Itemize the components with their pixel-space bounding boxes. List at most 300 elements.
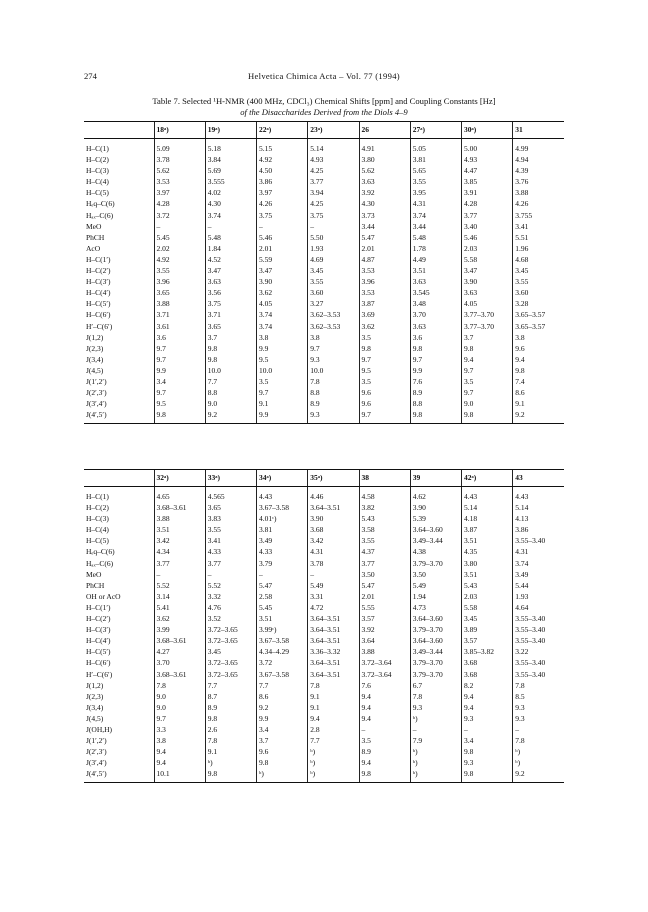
table-cell: 3.85	[462, 176, 513, 187]
table-cell: 9.0	[462, 398, 513, 409]
table-cell: 3.77	[205, 558, 256, 569]
row-label: H′–C(6′)	[86, 669, 113, 679]
table-cell: 3.73	[359, 210, 410, 221]
table-cell: 3.68–3.61	[154, 502, 205, 513]
table-cell: 4.99	[513, 139, 564, 155]
table-cell: 3.55	[154, 265, 205, 276]
table-cell: 3.48	[410, 298, 461, 309]
table-cell: 3.8	[513, 332, 564, 343]
table-row	[84, 376, 564, 387]
table-cell: 9.7	[257, 387, 308, 398]
table-cell: –	[308, 221, 359, 232]
table-cell: 3.555	[205, 176, 256, 187]
table-cell: 5.49	[410, 580, 461, 591]
table-cell: 4.47	[462, 165, 513, 176]
table-cell: 3.5	[359, 332, 410, 343]
row-label: H–C(4′)	[86, 636, 111, 646]
table-cell: 2.01	[257, 243, 308, 254]
table-cell: 4.65	[154, 487, 205, 503]
table-cell: 8.9	[308, 398, 359, 409]
table-cell: 3.64–3.51	[308, 613, 359, 624]
table-row	[84, 669, 564, 680]
table-cell: ᵇ)	[410, 768, 461, 783]
table-cell: –	[205, 221, 256, 232]
table-cell: 3.42	[154, 535, 205, 546]
table-cell: 3.60	[513, 287, 564, 298]
table-cell: 3.79–3.70	[410, 657, 461, 668]
table-row	[84, 187, 564, 198]
table-cell: 8.9	[359, 746, 410, 757]
table-cell: 9.7	[410, 354, 461, 365]
table-cell: ᵇ)	[257, 768, 308, 783]
table-cell: 7.9	[410, 735, 461, 746]
table-cell: 3.8	[257, 332, 308, 343]
table-cell: 4.30	[205, 198, 256, 209]
table-cell: –	[359, 724, 410, 735]
table-cell: 4.34	[154, 546, 205, 557]
row-label: Hₐₓ–C(6)	[86, 210, 114, 220]
table-header-row	[84, 470, 564, 487]
table-cell: 3.5	[359, 376, 410, 387]
row-label: J(4′,5′)	[84, 768, 154, 783]
table-cell: 4.01ᶜ)	[257, 513, 308, 524]
table-cell: 3.5	[359, 735, 410, 746]
table-cell: 9.2	[513, 409, 564, 424]
table-cell: 3.99	[154, 624, 205, 635]
table-row	[84, 713, 564, 724]
row-label: H–C(5)	[86, 536, 109, 546]
table-cell: 5.58	[462, 602, 513, 613]
table-cell: 3.90	[257, 276, 308, 287]
table-cell: 9.9	[257, 409, 308, 424]
table-cell: 5.46	[257, 232, 308, 243]
row-label: J(OH,H)	[86, 724, 113, 734]
table-cell: 4.26	[513, 198, 564, 209]
table-cell: 5.09	[154, 139, 205, 155]
row-label: H–C(2)	[86, 155, 109, 165]
row-label: Hₐₓ–C(6)	[86, 558, 114, 568]
row-label: H–C(3)	[86, 514, 109, 524]
table-cell: 3.51	[410, 265, 461, 276]
table-cell: 9.7	[462, 365, 513, 376]
row-label: J(4′,5′)	[84, 409, 154, 424]
table-cell: –	[257, 569, 308, 580]
table-cell: 9.3	[513, 702, 564, 713]
table-cell: 3.78	[154, 154, 205, 165]
table-cell: 10.1	[154, 768, 205, 783]
table-cell: 3.40	[462, 221, 513, 232]
table-cell: 3.68	[462, 657, 513, 668]
table-cell: 3.4	[462, 735, 513, 746]
table-row	[84, 502, 564, 513]
table-row	[84, 309, 564, 320]
table-row	[84, 624, 564, 635]
table-cell: 3.85–3.82	[462, 646, 513, 657]
table-row	[84, 232, 564, 243]
table-cell: 4.69	[308, 254, 359, 265]
table-cell: 3.44	[359, 221, 410, 232]
table-cell: 3.22	[513, 646, 564, 657]
table-cell: 7.7	[257, 680, 308, 691]
table-cell: 3.74	[257, 321, 308, 332]
table-cell: 9.7	[154, 387, 205, 398]
table-cell: ᵇ)	[513, 757, 564, 768]
table-cell: 5.47	[359, 580, 410, 591]
table-row	[84, 254, 564, 265]
table-cell: 9.4	[359, 713, 410, 724]
table-cell: 9.4	[308, 713, 359, 724]
table-cell: 3.71	[205, 309, 256, 320]
table-cell: 9.5	[257, 354, 308, 365]
table-cell: 9.3	[308, 354, 359, 365]
table-cell: 5.46	[462, 232, 513, 243]
table-cell: 3.53	[154, 176, 205, 187]
table-cell: 3.51	[257, 613, 308, 624]
table-cell: 3.77	[154, 558, 205, 569]
table-cell: 3.80	[359, 154, 410, 165]
table-cell: 3.83	[205, 513, 256, 524]
table-cell: 7.7	[205, 680, 256, 691]
table-cell: 3.72–3.65	[205, 635, 256, 646]
table-cell: 9.7	[359, 409, 410, 424]
column-header-compound: 38	[359, 470, 410, 487]
table-cell: 3.55	[359, 535, 410, 546]
table-cell: 2.8	[308, 724, 359, 735]
table-cell: –	[410, 724, 461, 735]
column-header-compound: 34ᵃ)	[257, 470, 308, 487]
table-cell: 5.55	[359, 602, 410, 613]
table-cell: 3.64	[359, 635, 410, 646]
table-cell: 3.92	[359, 187, 410, 198]
table-cell: 3.52	[205, 613, 256, 624]
row-label: J(3′,4′)	[86, 758, 107, 768]
table-cell: 3.88	[513, 187, 564, 198]
table-cell: 3.75	[257, 210, 308, 221]
table-cell: 4.25	[308, 198, 359, 209]
table-cell: 3.91	[462, 187, 513, 198]
table-cell: 3.5	[462, 376, 513, 387]
table-cell: 7.8	[205, 735, 256, 746]
table-cell: 3.64–3.51	[308, 669, 359, 680]
row-label: H–C(4)	[86, 525, 109, 535]
table-cell: 4.50	[257, 165, 308, 176]
table-cell: 9.1	[308, 691, 359, 702]
table-cell: 2.02	[154, 243, 205, 254]
table-row	[84, 398, 564, 409]
caption-line-1: Table 7. Selected ¹H-NMR (400 MHz, CDCl₃) Chemical Shifts [ppm] and Coupling Constants [Hz]	[152, 96, 496, 106]
row-label: H–C(6′)	[86, 658, 111, 668]
table-cell: 3.72–3.64	[359, 669, 410, 680]
column-header-label	[84, 470, 154, 487]
table-cell: 9.0	[154, 702, 205, 713]
table-row	[84, 298, 564, 309]
table-row	[84, 265, 564, 276]
table-cell: 10.0	[257, 365, 308, 376]
table-row	[84, 591, 564, 602]
row-label: J(2,3)	[86, 343, 104, 353]
table-cell: 3.56	[205, 287, 256, 298]
table-cell: 9.3	[513, 713, 564, 724]
table-cell: 5.14	[308, 139, 359, 155]
row-label: H–C(2′)	[86, 614, 111, 624]
table-cell: 3.65–3.57	[513, 321, 564, 332]
table-cell: 3.62	[257, 287, 308, 298]
table-cell: 3.62	[154, 613, 205, 624]
row-label: J(2′,3′)	[86, 388, 107, 398]
table-cell: 3.4	[257, 724, 308, 735]
table-row	[84, 635, 564, 646]
table-cell: 3.50	[410, 569, 461, 580]
table-cell: 3.49	[513, 569, 564, 580]
column-header-label	[84, 122, 154, 139]
table-cell: 3.97	[257, 187, 308, 198]
row-label: Hₑq–C(6)	[86, 199, 115, 209]
table-cell: 3.63	[410, 321, 461, 332]
table-row	[84, 691, 564, 702]
table-cell: ᵇ)	[308, 757, 359, 768]
table-cell: –	[513, 724, 564, 735]
table-cell: 3.84	[205, 154, 256, 165]
table-cell: 4.565	[205, 487, 256, 503]
table-cell: 3.63	[205, 276, 256, 287]
table-cell: 4.05	[462, 298, 513, 309]
table-cell: 3.45	[205, 646, 256, 657]
table-cell: 7.8	[308, 680, 359, 691]
table-cell: 9.6	[359, 387, 410, 398]
table-cell: 4.28	[462, 198, 513, 209]
table-cell: 8.7	[205, 691, 256, 702]
column-header-compound: 23ᵃ)	[308, 122, 359, 139]
table-cell: 3.94	[308, 187, 359, 198]
table-cell: 10.0	[205, 365, 256, 376]
table-cell: 6.7	[410, 680, 461, 691]
table-cell: 5.69	[205, 165, 256, 176]
table-row	[84, 287, 564, 298]
column-header-compound: 30ᵃ)	[462, 122, 513, 139]
nmr-table-2	[84, 469, 564, 783]
table-cell: 3.64–3.51	[308, 502, 359, 513]
table-row	[84, 613, 564, 624]
row-label: J(1′,2′)	[86, 736, 107, 746]
table-row	[84, 221, 564, 232]
table-cell: 3.75	[308, 210, 359, 221]
table-cell: 3.86	[513, 524, 564, 535]
column-header-compound: 31	[513, 122, 564, 139]
table-cell: 9.8	[513, 365, 564, 376]
table-cell: 3.63	[359, 176, 410, 187]
table-cell: 9.8	[462, 746, 513, 757]
table-cell: 4.38	[410, 546, 461, 557]
table-row	[84, 657, 564, 668]
caption-line-2: of the Disaccharides Derived from the Diols 4–9	[240, 107, 408, 117]
table-cell: 3.62	[359, 321, 410, 332]
table-cell: 9.2	[513, 768, 564, 783]
table-cell: 7.8	[513, 680, 564, 691]
table-cell: 9.6	[513, 343, 564, 354]
table-cell: 3.53	[359, 265, 410, 276]
table-cell: 4.39	[513, 165, 564, 176]
table-cell: 3.89	[462, 624, 513, 635]
row-label: J(2,3)	[86, 691, 104, 701]
column-header-compound: 32ᵃ)	[154, 470, 205, 487]
table-cell: 3.55	[308, 276, 359, 287]
table-cell: 9.4	[154, 746, 205, 757]
table-cell: 8.5	[513, 691, 564, 702]
table-cell: 9.4	[359, 757, 410, 768]
table-cell: 8.8	[205, 387, 256, 398]
row-label: J(3,4)	[86, 702, 104, 712]
table-cell: 3.88	[359, 646, 410, 657]
table-row	[84, 176, 564, 187]
row-label: PhCH	[86, 232, 105, 242]
table-cell: 9.8	[205, 343, 256, 354]
table-cell: 1.96	[513, 243, 564, 254]
table-cell: 9.1	[257, 398, 308, 409]
journal-title: Helvetica Chimica Acta – Vol. 77 (1994)	[248, 71, 400, 81]
table-cell: –	[308, 569, 359, 580]
table-cell: 3.74	[257, 309, 308, 320]
table-cell: 3.28	[513, 298, 564, 309]
table-cell: 5.45	[154, 232, 205, 243]
table-row	[84, 487, 564, 503]
table-cell: –	[462, 724, 513, 735]
table-cell: 3.88	[154, 298, 205, 309]
table-cell: 4.46	[308, 487, 359, 503]
row-label: OH or AcO	[86, 591, 121, 601]
table-cell: –	[205, 569, 256, 580]
table-cell: 3.47	[205, 265, 256, 276]
column-header-compound: 19ᵃ)	[205, 122, 256, 139]
table-cell: 7.6	[410, 376, 461, 387]
table-cell: 3.60	[308, 287, 359, 298]
table-row	[84, 321, 564, 332]
table-cell: 9.3	[462, 757, 513, 768]
table-cell: 3.6	[410, 332, 461, 343]
row-label: MeO	[86, 221, 102, 231]
row-label: H–C(1)	[86, 144, 109, 153]
table-cell: 9.4	[359, 691, 410, 702]
table-cell: 3.99ᶜ)	[257, 624, 308, 635]
table-cell: 3.78	[308, 558, 359, 569]
table-cell: 3.77–3.70	[462, 321, 513, 332]
table-cell: 9.7	[462, 387, 513, 398]
table-cell: 3.90	[410, 502, 461, 513]
table-cell: 3.95	[410, 187, 461, 198]
table-cell: 5.62	[359, 165, 410, 176]
table-cell: 3.31	[308, 591, 359, 602]
table-cell: 9.8	[359, 343, 410, 354]
table-cell: 4.05	[257, 298, 308, 309]
table-cell: 4.92	[154, 254, 205, 265]
table-row	[84, 332, 564, 343]
table-cell: 5.51	[513, 232, 564, 243]
table-cell: 9.9	[257, 713, 308, 724]
table-cell: 5.14	[513, 502, 564, 513]
table-cell: 3.49–3.44	[410, 535, 461, 546]
row-label: H–C(2′)	[86, 266, 111, 276]
table-row	[84, 524, 564, 535]
table-cell: 7.7	[205, 376, 256, 387]
table-row	[84, 580, 564, 591]
table-cell: 1.94	[410, 591, 461, 602]
table-cell: 4.27	[154, 646, 205, 657]
table-cell: 3.32	[205, 591, 256, 602]
table-cell: 9.2	[205, 409, 256, 424]
table-cell: 2.03	[462, 591, 513, 602]
table-cell: 3.55	[205, 524, 256, 535]
row-label: H′–C(6′)	[86, 321, 113, 331]
table-cell: 2.58	[257, 591, 308, 602]
table-row	[84, 680, 564, 691]
table-cell: 5.47	[257, 580, 308, 591]
table-cell: 4.49	[410, 254, 461, 265]
table-row	[84, 210, 564, 221]
table-cell: 2.01	[359, 591, 410, 602]
table-cell: 9.4	[462, 702, 513, 713]
row-label: H–C(3)	[86, 166, 109, 176]
row-label: MeO	[86, 569, 102, 579]
table-cell: 3.75	[205, 298, 256, 309]
table-cell: 3.88	[154, 513, 205, 524]
table-cell: 3.53	[359, 287, 410, 298]
table-cell: 5.47	[359, 232, 410, 243]
table-cell: 3.96	[154, 276, 205, 287]
table-cell: 3.72–3.65	[205, 669, 256, 680]
row-label: J(4,5)	[86, 713, 104, 723]
table-row	[84, 165, 564, 176]
table-cell: 2.01	[359, 243, 410, 254]
row-label: H–C(5′)	[86, 299, 111, 309]
table-cell: 9.3	[410, 702, 461, 713]
table-cell: 5.52	[205, 580, 256, 591]
row-label: H–C(5′)	[86, 647, 111, 657]
table-row	[84, 354, 564, 365]
table-cell: 2.6	[205, 724, 256, 735]
row-label: J(1,2)	[86, 332, 104, 342]
table-cell: 3.86	[257, 176, 308, 187]
table-cell: ᵇ)	[308, 746, 359, 757]
table-cell: 1.93	[513, 591, 564, 602]
table-cell: 3.92	[359, 624, 410, 635]
table-cell: 7.8	[154, 680, 205, 691]
table-cell: 4.58	[359, 487, 410, 503]
table-cell: 4.72	[308, 602, 359, 613]
table-cell: 3.65	[205, 321, 256, 332]
page-number: 274	[84, 71, 97, 81]
table-cell: 3.77	[308, 176, 359, 187]
column-header-compound: 35ᵃ)	[308, 470, 359, 487]
table-row	[84, 387, 564, 398]
table-row	[84, 646, 564, 657]
table-cell: 3.6	[154, 332, 205, 343]
table-cell: 3.47	[462, 265, 513, 276]
table-cell: 7.4	[513, 376, 564, 387]
table-row	[84, 569, 564, 580]
table-cell: 3.64–3.51	[308, 657, 359, 668]
table-cell: 5.05	[410, 139, 461, 155]
table-cell: 3.87	[359, 298, 410, 309]
row-label: J(3′,4′)	[86, 399, 107, 409]
table-cell: 9.9	[154, 365, 205, 376]
table-cell: 3.44	[410, 221, 461, 232]
table-cell: 3.74	[513, 558, 564, 569]
table-cell: 3.27	[308, 298, 359, 309]
table-cell: 9.5	[359, 365, 410, 376]
table-cell: 3.5	[257, 376, 308, 387]
table-cell: 7.6	[359, 680, 410, 691]
table-cell: 9.7	[154, 713, 205, 724]
table-cell: 3.65	[154, 287, 205, 298]
